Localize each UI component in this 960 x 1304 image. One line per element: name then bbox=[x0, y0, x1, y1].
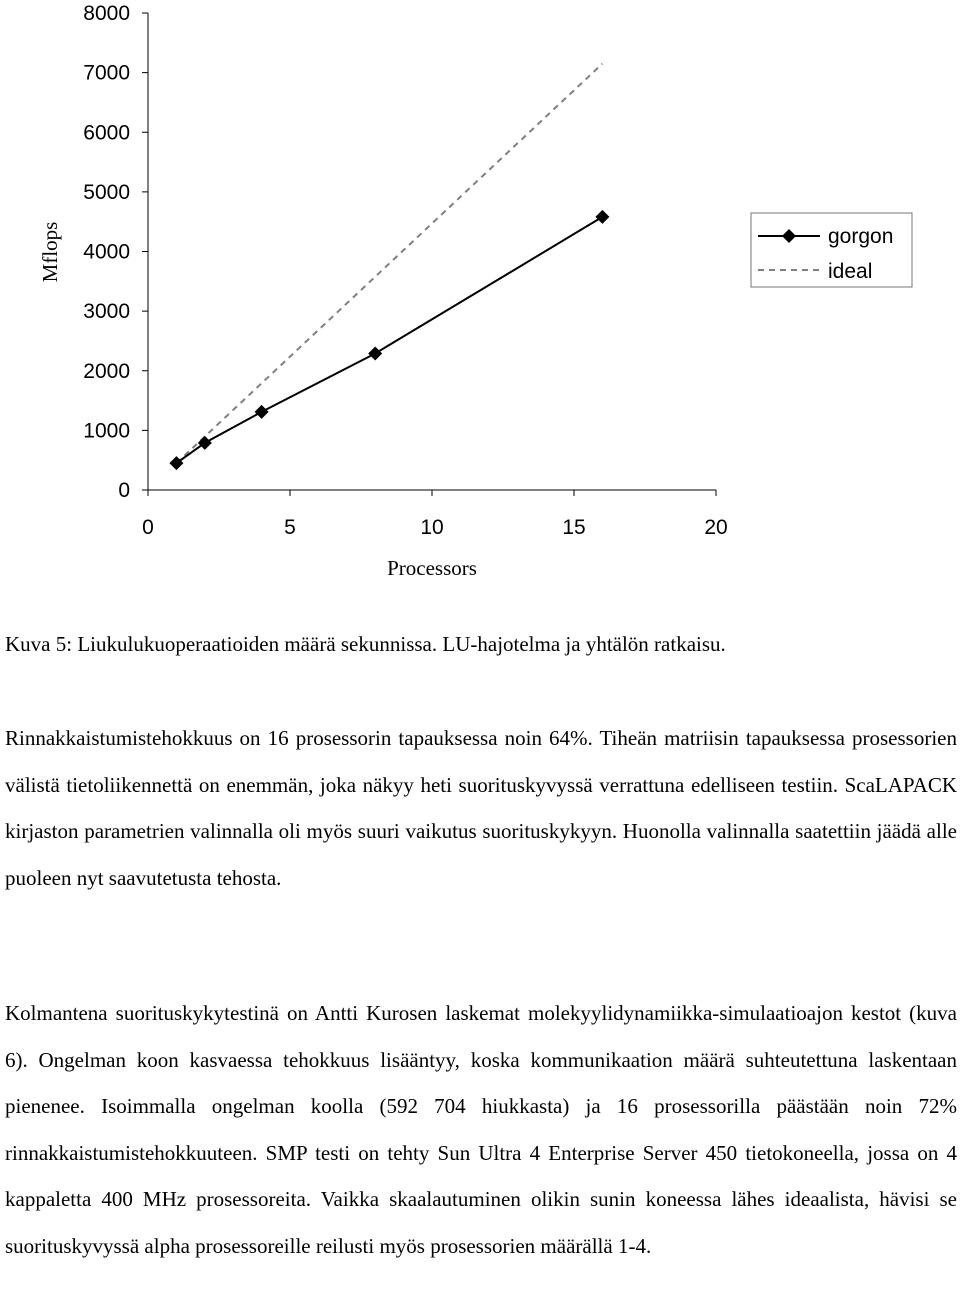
y-tick-label: 1000 bbox=[83, 419, 130, 443]
x-axis-label: Processors bbox=[387, 556, 477, 580]
figure-caption: Kuva 5: Liukulukuoperaatioiden määrä sekunnissa. LU-hajotelma ja yhtälön ratkaisu. bbox=[5, 632, 726, 656]
series-gorgon-point bbox=[198, 436, 212, 450]
chart-axes bbox=[83, 2, 727, 539]
legend-ideal-label: ideal bbox=[828, 260, 873, 283]
body-paragraph-1: Rinnakkaistumistehokkuus on 16 prosessorin tapauksessa noin 64%. Tiheän matriisin tapauksessa prosessorien välistä tietoliikennettä on enemmän, joka näkyy heti suorituskyvyssä verrattuna edelliseen testiin. ScaLAPACK kirjaston parametrien valinnalla oli myös suuri vaikutus suorituskykyyn. Huonolla valinnalla saatettiin jäädä alle puoleen nyt saavutetusta tehosta. bbox=[5, 726, 957, 890]
chart-series bbox=[169, 64, 609, 470]
y-tick-label: 7000 bbox=[83, 61, 130, 85]
chart-legend bbox=[751, 213, 912, 287]
series-gorgon-point bbox=[169, 456, 183, 470]
y-tick-label: 2000 bbox=[83, 359, 130, 383]
y-tick-label: 8000 bbox=[83, 2, 130, 25]
y-tick-label: 4000 bbox=[83, 240, 130, 264]
series-gorgon-point bbox=[255, 405, 269, 419]
mflops-chart bbox=[0, 0, 960, 600]
y-tick-label: 5000 bbox=[83, 180, 130, 204]
series-gorgon-line bbox=[176, 217, 602, 463]
x-tick-label: 5 bbox=[284, 516, 296, 539]
legend-gorgon-label: gorgon bbox=[828, 225, 894, 248]
body-paragraph-2: Kolmantena suorituskykytestinä on Antti Kurosen laskemat molekyylidynamiikka-simulaatioajon kestot (kuva 6). Ongelman koon kasvaessa tehokkuus lisääntyy, koska kommunikaation määrä suhteutettuna laskentaan pienenee. Isoimmalla ongelman koolla (592 704 hiukkasta) ja 16 prosessorilla päästään noin 72% rinnakkaistumistehokkuuteen. SMP testi on tehty Sun Ultra 4 Enterprise Server 450 tietokoneella, jossa on 4 kappaletta 400 MHz prosessoreita. Vaikka skaalautuminen olikin sunin koneessa lähes ideaalista, hävisi se suorituskyvyssä alpha prosessoreille reilusti myös prosessorien määrällä 1-4. bbox=[5, 1001, 957, 1258]
x-tick-label: 15 bbox=[562, 516, 586, 539]
series-gorgon-point bbox=[368, 346, 382, 360]
y-tick-label: 6000 bbox=[83, 121, 130, 145]
y-tick-label: 0 bbox=[118, 479, 130, 502]
x-tick-label: 0 bbox=[142, 516, 154, 539]
y-axis-label: Mflops bbox=[38, 221, 62, 283]
x-tick-label: 10 bbox=[420, 516, 444, 539]
series-gorgon-point bbox=[595, 210, 609, 224]
x-tick-label: 20 bbox=[704, 516, 728, 539]
y-tick-label: 3000 bbox=[83, 300, 130, 324]
series-ideal-line bbox=[176, 64, 602, 463]
